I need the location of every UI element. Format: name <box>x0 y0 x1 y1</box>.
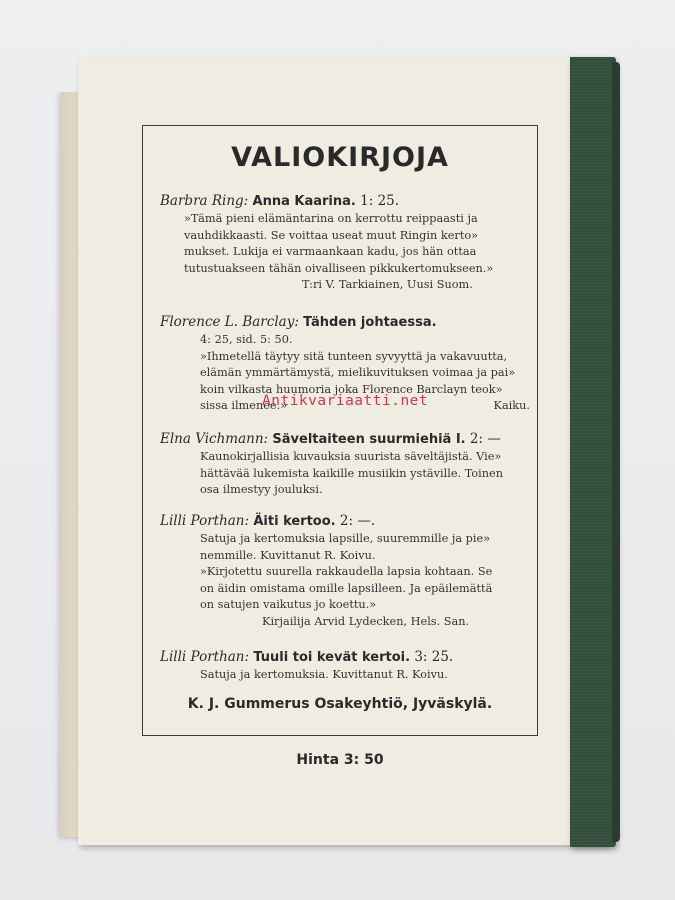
entry-price: 2: —. <box>339 513 376 529</box>
entry-line: on äidin omistama omille lapsilleen. Ja epäilemättä <box>200 581 493 595</box>
entry-line: koin vilkasta huumoria joka Florence Barclayn teok» <box>200 382 503 396</box>
book-entry <box>160 648 530 684</box>
entry-heading <box>160 192 530 211</box>
entry-heading <box>160 430 530 449</box>
page-title: VALIOKIRJOJA <box>231 142 449 173</box>
entry-line: Kaunokirjallisia kuvauksia suurista säveltäjistä. Vie» <box>200 450 502 463</box>
entry-line: elämän ymmärtämystä, mielikuvituksen voimaa ja pai» <box>200 366 516 379</box>
book-entry <box>160 430 530 499</box>
entry-author: Florence L. Barclay: <box>160 314 299 330</box>
entry-author: Elna Vichmann: <box>160 431 269 447</box>
entry-line: »Kirjotettu suurella rakkaudella lapsia kohtaan. Se <box>200 565 493 578</box>
entry-description <box>160 211 530 294</box>
publisher-line: K. J. Gummerus Osakeyhtiö, Jyväskylä. <box>187 696 493 712</box>
entry-title: Anna Kaarina. <box>252 194 356 209</box>
entry-price: 2: — <box>469 431 501 447</box>
entry-author: Barbra Ring: <box>160 193 249 209</box>
entry-line: nemmille. Kuvittanut R. Koivu. <box>200 548 376 562</box>
entry-description <box>160 449 530 499</box>
entry-line: Satuja ja kertomuksia lapsille, suuremmille ja pie» <box>200 532 491 545</box>
spine-edge <box>612 62 620 842</box>
book-entry <box>160 512 530 630</box>
entry-price: 4: 25, sid. 5: 50. <box>200 333 293 346</box>
book-spine <box>570 57 616 847</box>
entry-line: »Tämä pieni elämäntarina on kerrottu reippaasti ja <box>184 212 478 225</box>
entry-title: Äiti kertoo. <box>253 514 336 529</box>
cover-price: Hinta 3: 50 <box>296 752 384 768</box>
entry-author: Lilli Porthan: <box>160 649 250 665</box>
entry-title: Tähden johtaessa. <box>303 315 437 330</box>
entry-title: Tuuli toi kevät kertoi. <box>253 650 411 665</box>
entry-line: on satujen vaikutus jo koettu.» <box>200 598 377 611</box>
entry-line: osa ilmestyy jouluksi. <box>200 483 323 496</box>
entry-heading <box>160 648 530 667</box>
entry-line: mukset. Lukija ei varmaankaan kadu, jos hän ottaa <box>184 245 477 258</box>
entry-title: Säveltaiteen suurmiehiä I. <box>272 432 466 447</box>
entry-source: T:ri V. Tarkiainen, Uusi Suom. <box>302 278 473 291</box>
entry-description <box>160 531 530 630</box>
entry-line: sissa ilmenee.» <box>200 399 288 412</box>
entry-line: Satuja ja kertomuksia. Kuvittanut R. Koivu. <box>200 668 448 681</box>
entry-line: hättävää lukemista kaikille musiikin ystäville. Toinen <box>200 466 504 480</box>
watermark-text: Antikvariaatti.net <box>262 393 429 409</box>
entry-author: Lilli Porthan: <box>160 513 250 529</box>
entry-source: Kirjailija Arvid Lydecken, Hels. San. <box>262 614 470 628</box>
book-entry <box>160 192 530 294</box>
entry-line: »Ihmetellä täytyy sitä tunteen syvyyttä ja vakavuutta, <box>200 349 508 363</box>
entry-price: 3: 25. <box>414 649 454 665</box>
entry-source: Kaiku. <box>493 399 530 412</box>
entry-description <box>160 667 530 684</box>
entry-line: vauhdikkaasti. Se voittaa useat muut Ringin kerto» <box>184 228 479 242</box>
entry-price: 1: 25. <box>360 193 400 209</box>
entry-line: tutustuakseen tähän oivalliseen pikkukertomukseen.» <box>184 261 494 275</box>
entry-heading <box>160 512 530 531</box>
entry-heading <box>160 313 530 332</box>
